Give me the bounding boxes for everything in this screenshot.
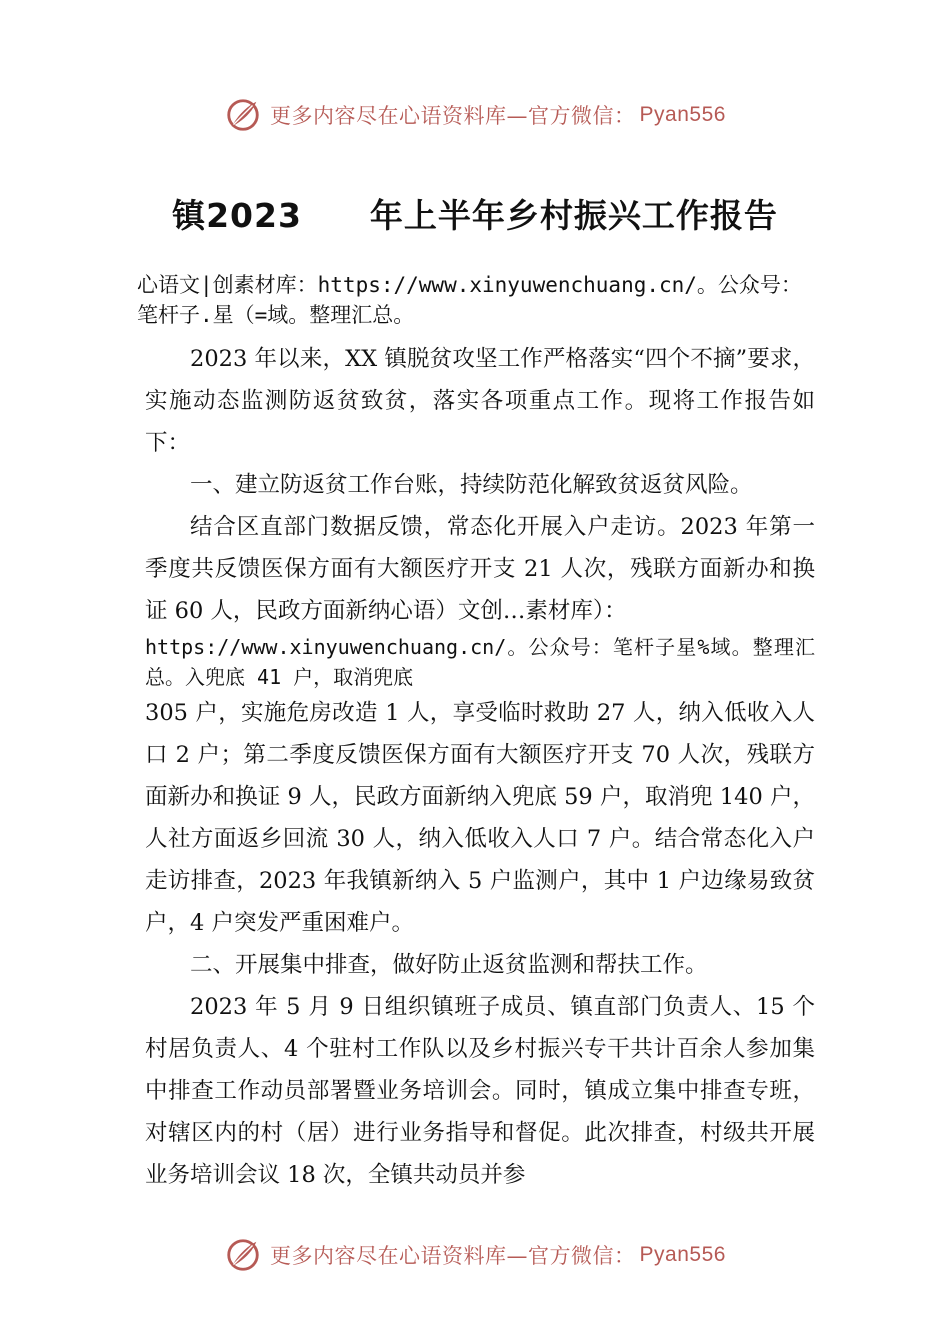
section-heading-1: 一、建立防返贫工作台账，持续防范化解致贫返贫风险。 bbox=[190, 472, 753, 498]
source-line: 心语文|创素材库：https://www.xinyuwenchuang.cn/。公众号：笔杆子.星（=域。整理汇总。 bbox=[137, 273, 802, 327]
document-title: 镇2023 年上半年乡村振兴工作报告 bbox=[172, 196, 778, 235]
document-body bbox=[137, 270, 815, 1196]
feather-pen-icon bbox=[224, 96, 262, 134]
paragraph-body-2: 2023 年 5 月 9 日组织镇班子成员、镇直部门负责人、15 个村居负责人、4 个驻村工作队以及乡村振兴专干共计百余人参加集中排查工作动员部署暨业务培训会。同时，镇成立集中排查专班，对辖区内的村（居）进行业务指导和督促。此次排查，村级共开展业务培训会议 18 次，全镇共动员并参 bbox=[145, 994, 815, 1188]
watermark-wechat-id: Pyan556 bbox=[639, 103, 726, 126]
watermark-header bbox=[0, 96, 950, 134]
feather-pen-icon bbox=[224, 1236, 262, 1274]
watermark-wechat-id: Pyan556 bbox=[639, 1243, 726, 1266]
watermark-text: 更多内容尽在心语资料库—官方微信： bbox=[270, 1244, 636, 1268]
paragraph-body-1: 结合区直部门数据反馈，常态化开展入户走访。2023 年第一季度共反馈医保方面有大额医疗开支 21 人次，残联方面新办和换证 60 人，民政方面新纳心语）文创…素材库）： bbox=[145, 514, 815, 624]
section-heading-2: 二、开展集中排查，做好防止返贫监测和帮扶工作。 bbox=[190, 952, 708, 978]
watermark-text: 更多内容尽在心语资料库—官方微信： bbox=[270, 104, 636, 128]
paragraph-intro: 2023 年以来，XX 镇脱贫攻坚工作严格落实“四个不摘”要求，实施动态监测防返贫致贫，落实各项重点工作。现将工作报告如下： bbox=[145, 346, 815, 456]
paragraph-body-1-continued: 305 户，实施危房改造 1 人，享受临时救助 27 人，纳入低收入人口 2 户；第二季度反馈医保方面有大额医疗开支 70 人次，残联方面新办和换证 9 人，民政方面新纳入兜底 59 户，取消兜 140 户，人社方面返乡回流 30 人，纳入低收入人口 7 户。结合常态化入户走访排查，2023 年我镇新纳入 5 户监测户，其中 1 户边缘易致贫户，4 户突发严重困难户。 bbox=[145, 700, 815, 936]
paragraph-source-insert: https://www.xinyuwenchuang.cn/。公众号：笔杆子星%域。整理汇总。入兜底 41 户，取消兜底 bbox=[145, 635, 815, 689]
watermark-footer bbox=[0, 1236, 950, 1274]
